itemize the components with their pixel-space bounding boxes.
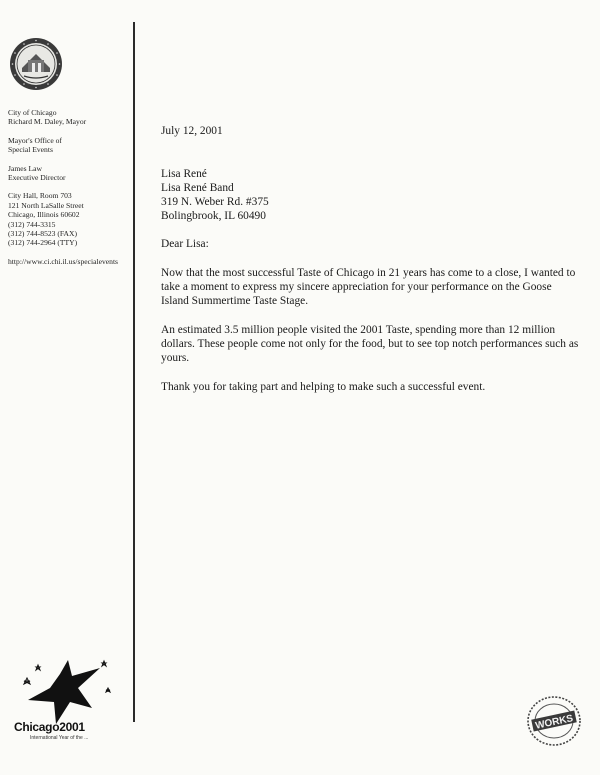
- office-name-2: Special Events: [8, 145, 53, 155]
- letterhead-sidebar: [8, 108, 132, 266]
- salutation: Dear Lisa:: [161, 238, 209, 250]
- paragraph-3: Thank you for taking part and helping to make such a successful event.: [161, 381, 486, 393]
- logo-subtext: International Year of the ...: [30, 735, 89, 741]
- tty-number: (312) 744-2964 (TTY): [8, 238, 78, 248]
- address-line: City Hall, Room 703: [8, 191, 72, 201]
- paragraph-2: An estimated 3.5 million people visited the 2001 Taste, spending more than 12 million dollars. These people come not only for the food, but to see top notch performances such as yours.: [161, 324, 579, 364]
- stamp-text: WORKS: [534, 713, 575, 732]
- letter-body: [161, 124, 581, 409]
- director-title: Executive Director: [8, 173, 66, 183]
- mayor-name: Richard M. Daley, Mayor: [8, 117, 87, 127]
- letter-date: July 12, 2001: [161, 125, 223, 137]
- recipient-band: Lisa René Band: [161, 182, 234, 194]
- website-url: http://www.ci.chi.il.us/specialevents: [8, 256, 119, 266]
- fax-number: (312) 744-8523 (FAX): [8, 229, 78, 239]
- city-seal-icon: [8, 36, 64, 92]
- divider-line: [133, 22, 135, 722]
- city-name: City of Chicago: [8, 108, 57, 117]
- chicago-works-stamp-icon: [526, 694, 582, 748]
- address-line: Chicago, Illinois 60602: [8, 210, 80, 220]
- recipient-name: Lisa René: [161, 168, 207, 180]
- paragraph-1: Now that the most successful Taste of Chicago in 21 years has come to a close, I wanted to take a moment to express my sincere appreciation for your performance on the Goose Island Summertime Taste Stage.: [161, 267, 576, 307]
- recipient-address: [161, 167, 581, 223]
- phone-number: (312) 744-3315: [8, 219, 56, 229]
- chicago2001-logo-text: Chicago2001: [14, 720, 85, 734]
- recipient-street: 319 N. Weber Rd. #375: [161, 196, 269, 208]
- address-line: 121 North LaSalle Street: [8, 200, 84, 210]
- director-name: James Law: [8, 163, 42, 173]
- recipient-city: Bolingbrook, IL 60490: [161, 210, 266, 222]
- office-name: Mayor's Office of: [8, 135, 62, 145]
